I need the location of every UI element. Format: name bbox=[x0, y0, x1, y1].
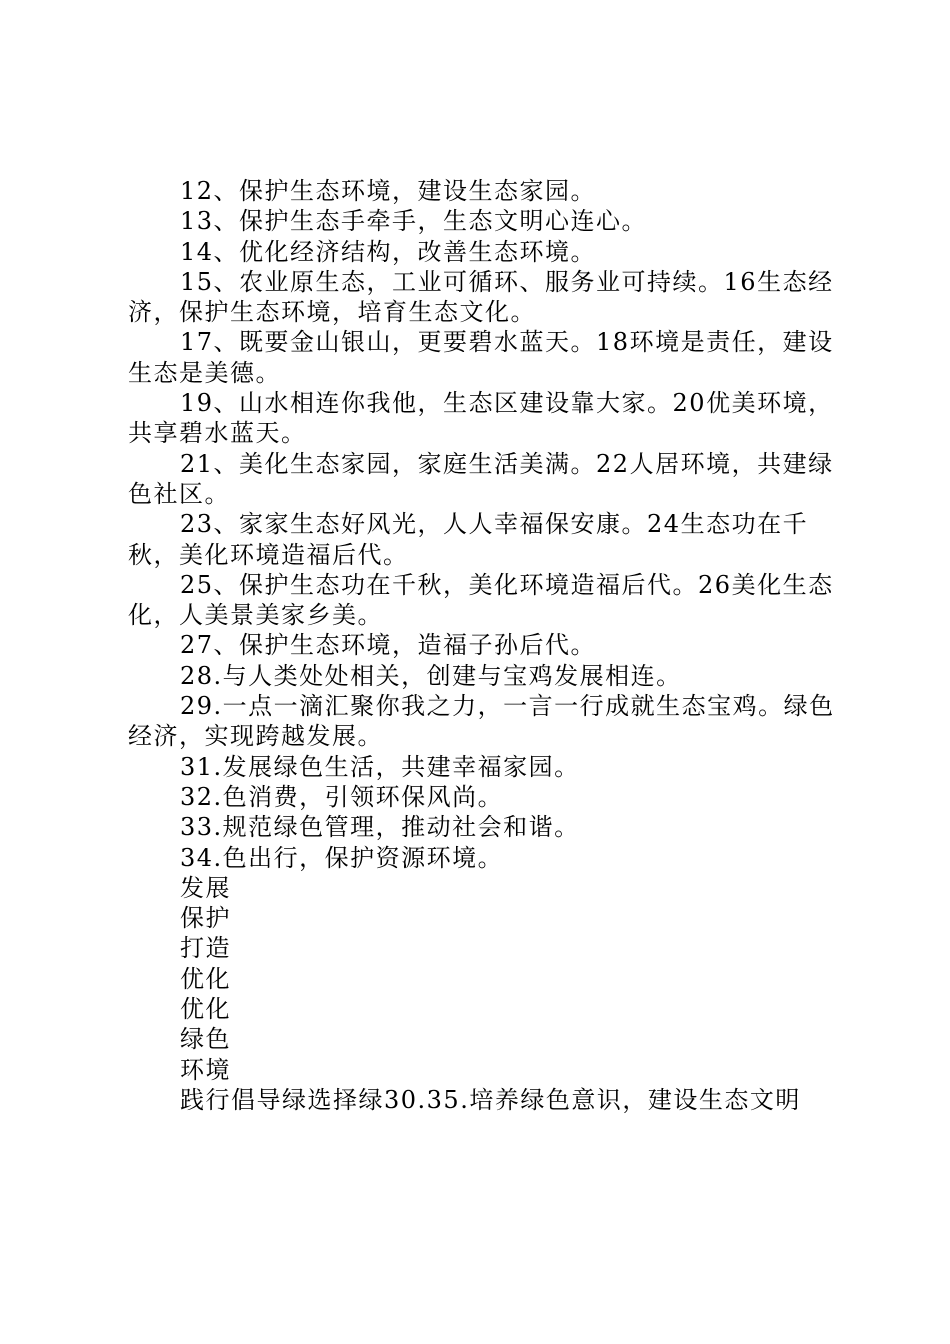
paragraph: 21、美化生态家园，家庭生活美满。22人居环境，共建绿色社区。 bbox=[128, 449, 834, 508]
paragraph: 27、保护生态环境，造福子孙后代。 bbox=[180, 631, 597, 660]
paragraph: 34.色出行，保护资源环境。 bbox=[180, 843, 504, 872]
paragraph: 12、保护生态环境，建设生态家园。 bbox=[180, 177, 597, 205]
paragraph: 13、保护生态手牵手，生态文明心连心。 bbox=[180, 207, 648, 236]
paragraph: 28.与人类处处相关，创建与宝鸡发展相连。 bbox=[180, 661, 682, 690]
paragraph: 环境 bbox=[180, 1055, 231, 1084]
paragraph: 17、既要金山银山，更要碧水蓝天。18环境是责任，建设生态是美德。 bbox=[128, 328, 834, 387]
paragraph: 发展 bbox=[180, 873, 231, 902]
paragraph: 保护 bbox=[180, 904, 231, 933]
document-body bbox=[128, 176, 840, 1115]
paragraph: 14、优化经济结构，改善生态环境。 bbox=[180, 237, 597, 266]
paragraph: 优化 bbox=[180, 964, 231, 993]
paragraph: 29.一点一滴汇聚你我之力，一言一行成就生态宝鸡。绿色经济，实现跨越发展。 bbox=[128, 692, 835, 751]
paragraph: 32.色消费，引领环保风尚。 bbox=[180, 782, 504, 811]
paragraph: 31.发展绿色生活，共建幸福家园。 bbox=[180, 752, 580, 781]
paragraph: 19、山水相连你我他，生态区建设靠大家。20优美环境，共享碧水蓝天。 bbox=[128, 389, 834, 448]
paragraph: 打造 bbox=[180, 934, 231, 963]
paragraph: 23、家家生态好风光，人人幸福保安康。24生态功在千秋，美化环境造福后代。 bbox=[128, 510, 809, 569]
paragraph: 绿色 bbox=[180, 1025, 231, 1054]
paragraph: 践行倡导绿选择绿30.35.培养绿色意识，建设生态文明 bbox=[180, 1085, 801, 1114]
paragraph: 25、保护生态功在千秋，美化环境造福后代。26美化生态化，人美景美家乡美。 bbox=[128, 570, 834, 630]
paragraph: 33.规范绿色管理，推动社会和谐。 bbox=[180, 813, 580, 842]
paragraph: 15、农业原生态，工业可循环、服务业可持续。16生态经济，保护生态环境，培育生态文化。 bbox=[128, 267, 834, 327]
paragraph: 优化 bbox=[180, 995, 231, 1024]
